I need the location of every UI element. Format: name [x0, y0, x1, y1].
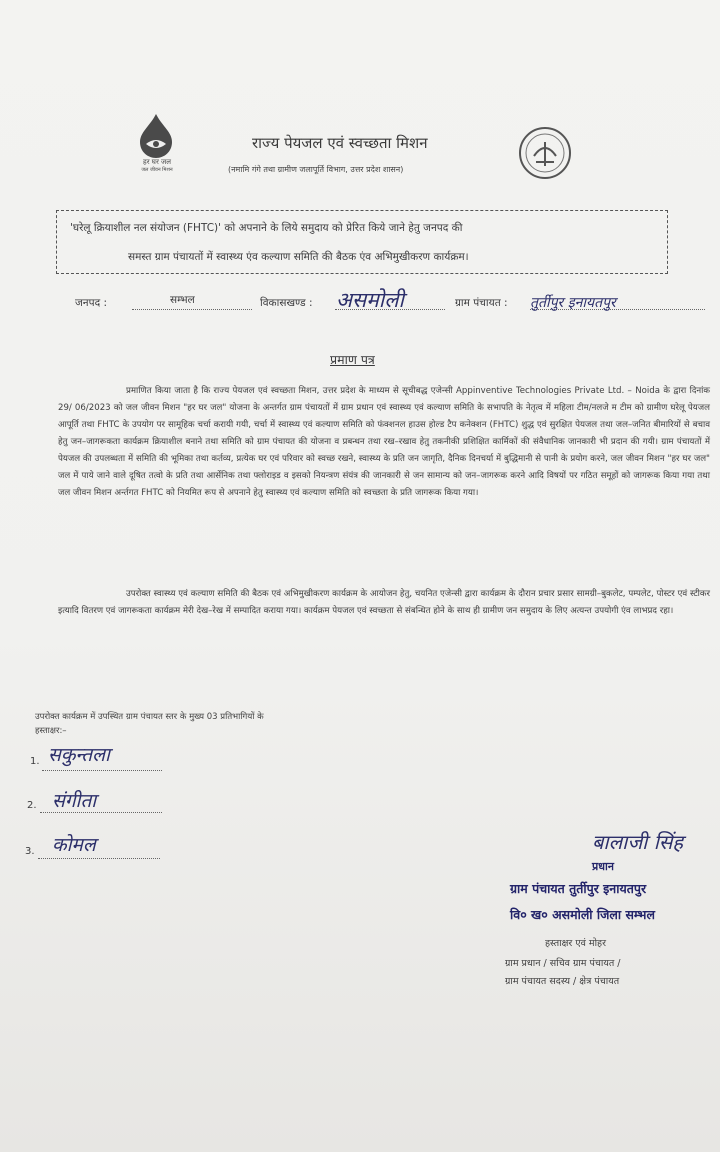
banner-line-2: समस्त ग्राम पंचायतों में स्वास्थ्य एंव कल्याण समिति की बैठक एंव अभिमुखीकरण कार्यक्रम।: [128, 251, 469, 263]
attendee-2-line: [40, 812, 162, 813]
district-value: सम्भल: [170, 294, 195, 306]
certificate-para-1-text: प्रमाणित किया जाता है कि राज्य पेयजल एवं स्वच्छता मिशन, उत्तर प्रदेश के माध्यम से सूचीबद्ध एजेन्सी Appinventive Technologies Private Ltd. – Noida के द्वारा दिनांक 29/ 06/2023 को जल जीवन मिशन "हर घर जल" योजना के अन्तर्गत ग्राम पंचायतों में ग्राम प्रधान एवं स्वास्थ्य एवं कल्याण समिति के सभापति के नेतृत्व में महिला टीम/नलजे म टीम को ग्रामीण घरेलू पेयजल आपूर्ति तथा FHTC के उपयोग पर सामूहिक चर्चा करायी गयी, चर्चा में स्वास्थ्य एवं कल्याण समिति को फंक्शनल हाउस होल्ड टैप कनेक्शन (FHTC) शुद्ध एवं सुरक्षित पेयजल तथा जल–जनित बीमारियों से बचाव हेतु जन–जागरूकता कार्यक्रम क्रियाशील बनाने तथा समिति को ग्राम पंचायत की योजना व प्रबन्धन तथा रख–रखाव हेतु तकनीकी प्रशिक्षित कार्मिकों की संवैधानिक जानकारी भी प्रदान की गयी। ग्राम पंचायतों में पेयजल की उपलब्धता में समिति की भूमिका तथा कर्तव्य, प्रत्येक घर एवं परिवार को स्वच्छ रखने, स्वास्थ्य के प्रति जन जागृति, दैनिक दिनचर्या में बुद्धिमानी से पानी के प्रयोग करने, जल जीवन मिशन "हर घर जल" जल में पाये जाने वाले दूषित तत्वो के प्रति तथा आर्सेनिक तथा फ्लोराइड व इसको नियन्त्रण संयंत्र की जानकारी से जन सामान्य को जन–जागरूक करने आदि विषयों पर गठित समूहों को जागरूक किया गया तथा जल जीवन मिशन अर्न्तगत FHTC को नियमित रूप से अपनाने हेतु स्वास्थ्य एवं कल्याण समिति को स्वच्छता के प्रति जागरूक किया गया।: [58, 386, 710, 498]
block-label: विकासखण्ड :: [260, 297, 313, 309]
logo-left-text: हर घर जल: [143, 158, 171, 166]
block-value-handwritten: असमोली: [336, 288, 404, 312]
mission-subtitle: (नमामि गंगे तथा ग्रामीण जलापूर्ति विभाग, उत्तर प्रदेश शासन): [228, 165, 404, 174]
attendees-intro: [35, 710, 264, 738]
attendees-intro-line-2: हस्ताक्षर:–: [35, 726, 67, 736]
district-underline: [132, 309, 252, 310]
attendee-3-line: [38, 858, 160, 859]
attendee-3-number: 3.: [25, 846, 35, 857]
up-government-emblem-icon: [518, 126, 572, 180]
attendees-intro-line-1: उपरोक्त कार्यक्रम में उपस्थित ग्राम पंचायत स्तर के मुख्य 03 प्रतिभागियों के: [35, 712, 264, 722]
certificate-paragraph-2: [58, 586, 710, 620]
pradhan-signature: बालाजी सिंह: [592, 830, 684, 854]
certificate-para-2-text: उपरोक्त स्वास्थ्य एवं कल्याण समिति की बैठक एवं अभिमुखीकरण कार्यक्रम के आयोजन हेतु, चयनित एजेन्सी द्वारा कार्यक्रम के दौरान प्रचार प्रसार सामग्री–बुकलेट, पम्पलेट, पोस्टर एवं स्टीकर इत्यादि वितरण एवं जागरूकता कार्यक्रम मेरी देख–रेख में सम्पादित कराया गया। कार्यक्रम पेयजल एवं स्वच्छता से संबन्धित होने के साथ ही ग्रामीण जन समुदाय के लिए अत्यन्त उपयोगी एंव लाभप्रद रहा।: [58, 589, 710, 616]
attendee-1-signature: सकुन्तला: [48, 744, 110, 766]
attendee-2-signature: संगीता: [52, 790, 97, 812]
certificate-title: प्रमाण पत्र: [330, 352, 375, 367]
attendee-2-number: 2.: [27, 800, 37, 811]
stamp-line-2: वि० ख० असमोली जिला सम्भल: [510, 907, 655, 922]
attendee-3-signature: कोमल: [52, 834, 96, 856]
district-label: जनपद :: [75, 297, 108, 309]
role-line-2: ग्राम पंचायत सदस्य / क्षेत्र पंचायत: [505, 976, 620, 987]
attendee-1-line: [42, 770, 162, 771]
attendee-1-number: 1.: [30, 756, 40, 767]
stamp-title: प्रधान: [592, 860, 614, 873]
mission-title: राज्य पेयजल एवं स्वच्छता मिशन: [252, 134, 428, 152]
certificate-paragraph-1: [58, 383, 710, 502]
panchayat-label: ग्राम पंचायत :: [455, 297, 508, 309]
panchayat-value-handwritten: तुर्तीपुर इनायतपुर: [530, 295, 616, 311]
stamp-line-1: ग्राम पंचायत तुर्तीपुर इनायतपुर: [510, 881, 647, 896]
role-line-1: ग्राम प्रधान / सचिव ग्राम पंचायत /: [505, 958, 621, 969]
banner-line-1: 'घरेलू क्रियाशील नल संयोजन (FHTC)' को अपनाने के लिये समुदाय को प्रेरित किये जाने हेतु जनपद की: [70, 222, 463, 234]
sign-and-seal-label: हस्ताक्षर एवं मोहर: [545, 938, 606, 949]
logo-left-subtext: जल जीवन मिशन: [141, 167, 173, 173]
program-banner: [56, 210, 668, 274]
